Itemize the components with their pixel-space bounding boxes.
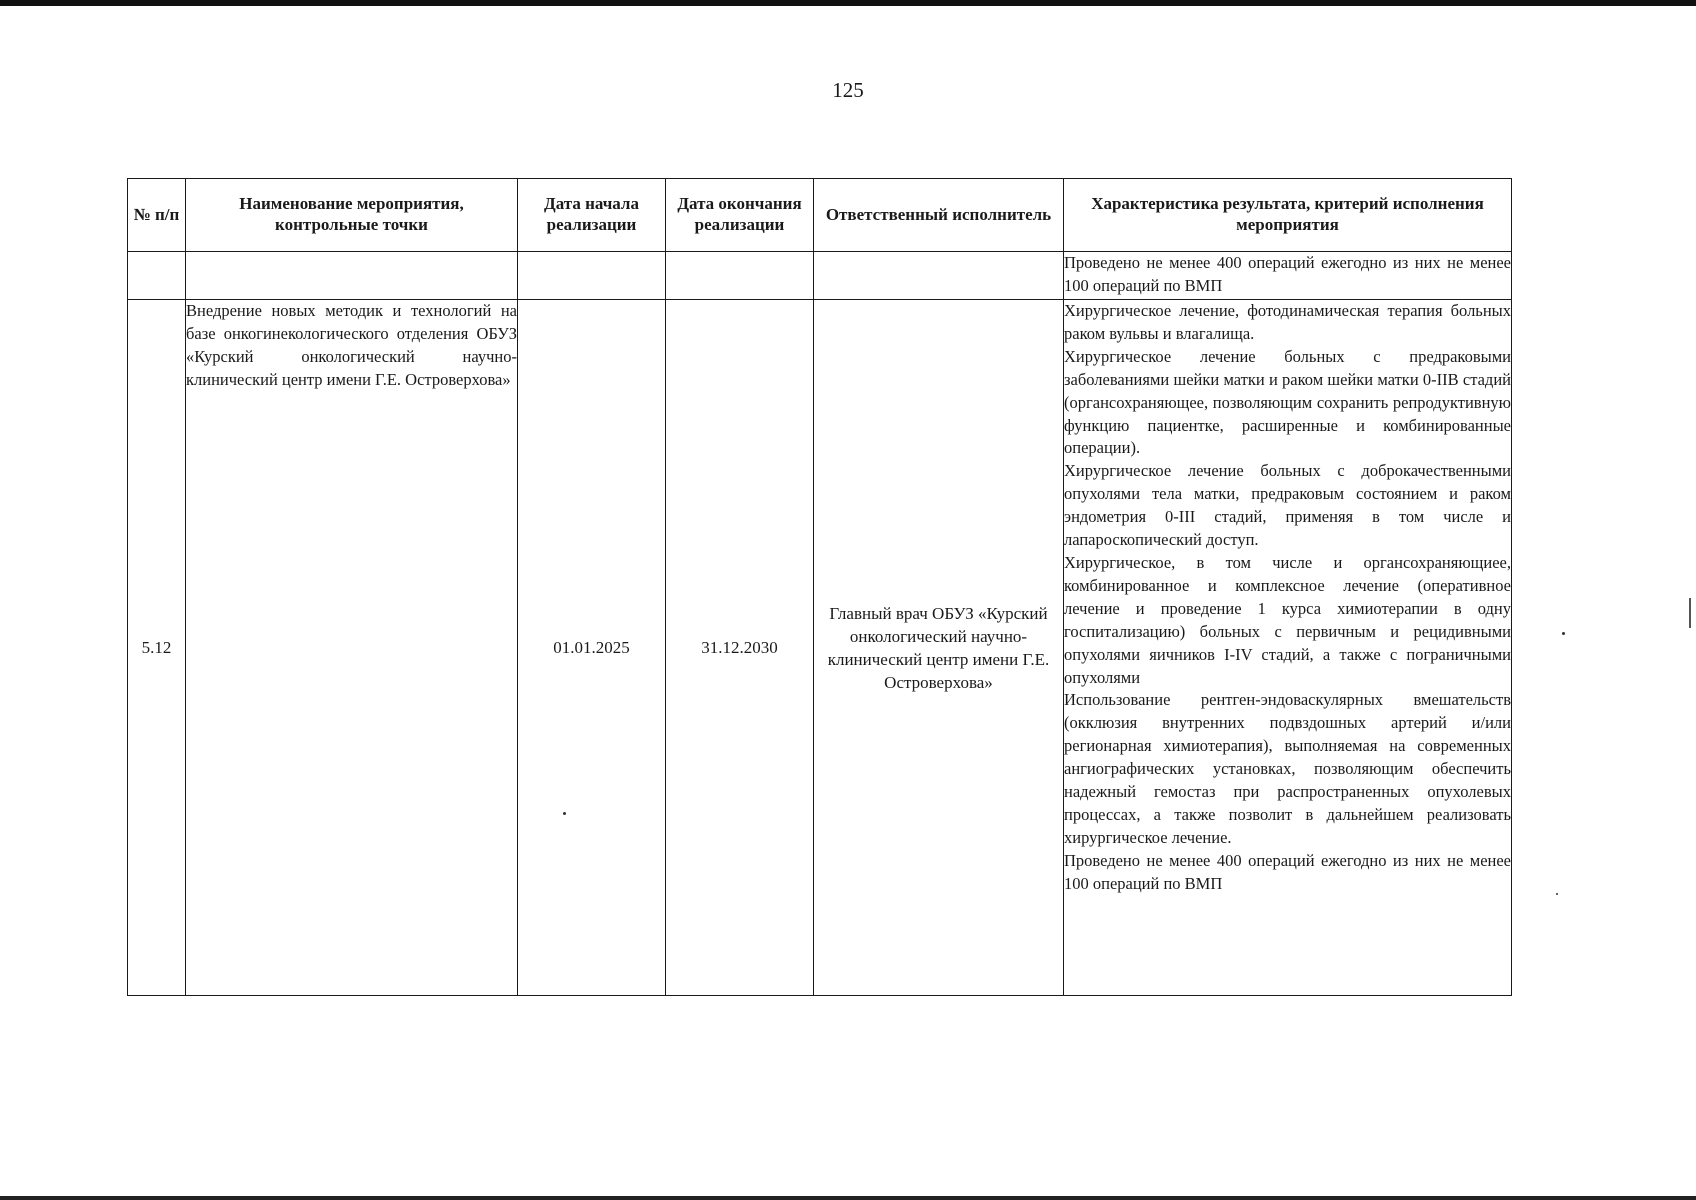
header-result: Характеристика результата, критерий исполнения мероприятия	[1064, 179, 1512, 252]
measures-table	[127, 178, 1512, 996]
cell-responsible: Главный врач ОБУЗ «Курский онкологический научно-клинический центр имени Г.Е. Островерхова»	[814, 300, 1064, 996]
result-paragraph: Хирургическое, в том числе и органсохраняющиее, комбинированное и комплексное лечение (оперативное лечение и проведение 1 курса химиотерапии в одну госпитализацию) больных с первичным и рецидивными опухолями яичников I-IV стадий, а также с пограничными опухолями	[1064, 552, 1511, 687]
header-name: Наименование мероприятия, контрольные точки	[186, 179, 518, 252]
cell-name: Внедрение новых методик и технологий на базе онкогинекологического отделения ОБУЗ «Курский онкологический научно-клинический центр имени Г.Е. Островерхова»	[186, 300, 518, 996]
result-paragraph: Хирургическое лечение больных с предраковыми заболеваниями шейки матки и раком шейки матки 0-IIВ стадий (органсохраняющее, позволяющим сохранить репродуктивную функцию пациентке, расширенные и комбинированные операции).	[1064, 346, 1511, 458]
cell-start-date: 01.01.2025	[518, 300, 666, 996]
scan-border-bottom	[0, 1196, 1696, 1200]
scan-speck	[1556, 893, 1558, 895]
cell-name-empty	[186, 252, 518, 300]
table-row	[128, 300, 1512, 996]
cell-start-empty	[518, 252, 666, 300]
header-start-date: Дата начала реализации	[518, 179, 666, 252]
header-end-date: Дата окончания реализации	[666, 179, 814, 252]
header-responsible: Ответственный исполнитель	[814, 179, 1064, 252]
page-number: 125	[832, 78, 864, 102]
scan-border-top	[0, 0, 1696, 6]
result-paragraph: Использование рентген-эндоваскулярных вмешательств (окклюзия внутренних подвздошных артерий и/или регионарная химиотерапия), выполняемая на современных ангиографических установках, позволяющим обеспечить надежный гемостаз при распространенных опухолевых процессах, а также позволит в дальнейшем реализовать хирургическое лечение.	[1064, 690, 1511, 847]
scan-speck	[1562, 632, 1565, 635]
cell-responsible-empty	[814, 252, 1064, 300]
header-num: № п/п	[128, 179, 186, 252]
cell-end-date: 31.12.2030	[666, 300, 814, 996]
result-paragraph: Хирургическое лечение больных с доброкачественными опухолями тела матки, предраковым состоянием и раком эндометрия 0-III стадий, применяя в том числе и лапароскопический доступ.	[1064, 461, 1511, 550]
table-header-row	[128, 179, 1512, 252]
cell-num-empty	[128, 252, 186, 300]
cell-end-empty	[666, 252, 814, 300]
cell-num: 5.12	[128, 300, 186, 996]
scan-edge-mark	[1689, 598, 1691, 628]
table-row-continuation	[128, 252, 1512, 300]
result-paragraph: Проведено не менее 400 операций ежегодно из них не менее 100 операций по ВМП	[1064, 850, 1511, 893]
cell-result	[1064, 300, 1512, 996]
result-paragraph: Хирургическое лечение, фотодинамическая терапия больных раком вульвы и влагалища.	[1064, 301, 1511, 343]
cell-result-continuation: Проведено не менее 400 операций ежегодно из них не менее 100 операций по ВМП	[1064, 252, 1512, 300]
scan-speck	[563, 812, 566, 815]
